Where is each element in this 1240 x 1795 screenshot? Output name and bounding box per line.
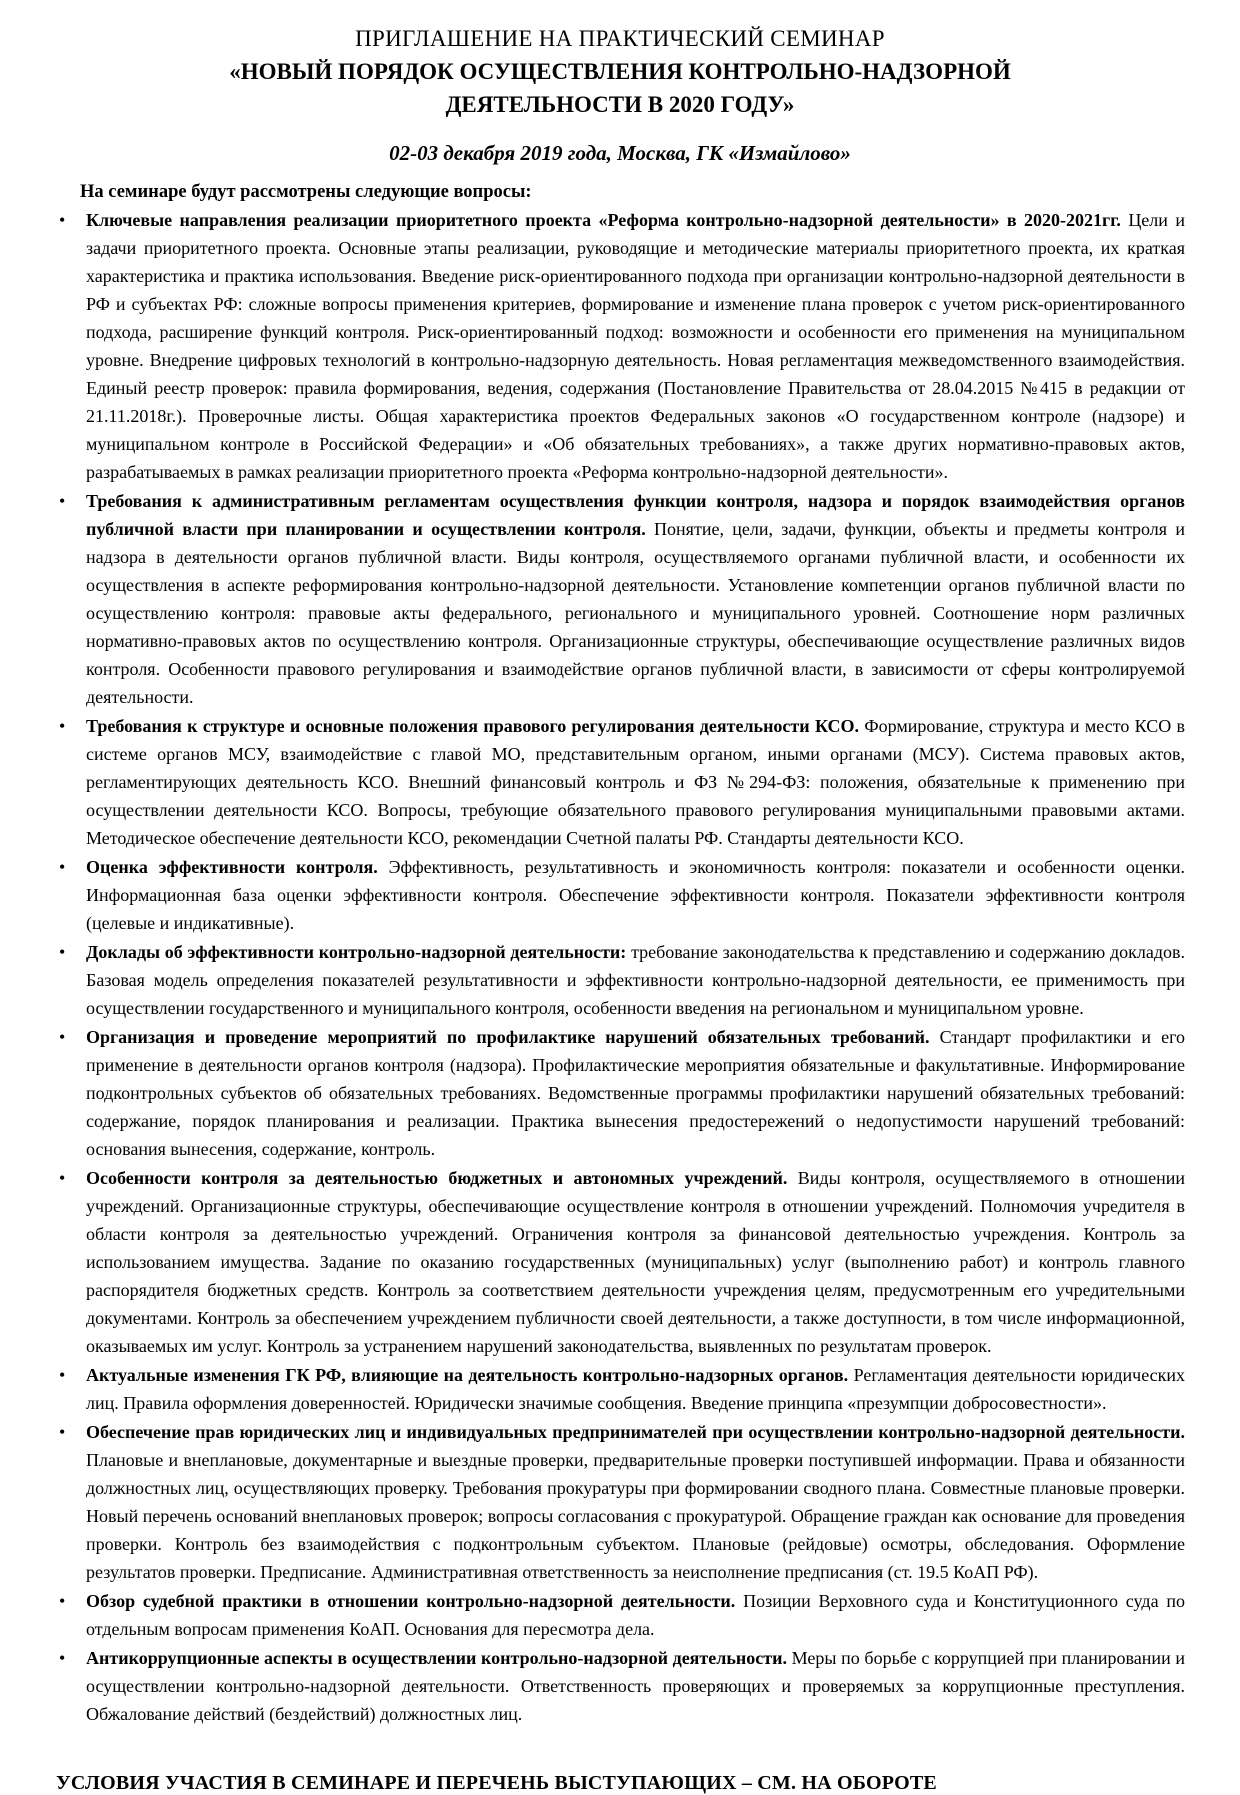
intro-line: На семинаре будут рассмотрены следующие вопросы: (80, 182, 532, 203)
invitation-kicker: ПРИГЛАШЕНИЕ НА ПРАКТИЧЕСКИЙ СЕМИНАР (355, 26, 885, 51)
topic-lead: Оценка эффективности контроля. (86, 857, 378, 878)
topic-item (80, 1418, 1185, 1586)
topic-item (80, 1023, 1185, 1163)
topic-item (80, 1587, 1185, 1643)
document-header (0, 26, 1240, 166)
topic-lead: Особенности контроля за деятельностью бюджетных и автономных учреждений. (86, 1168, 788, 1189)
topic-item (80, 487, 1185, 711)
topic-item (80, 853, 1185, 937)
footer-note: УСЛОВИЯ УЧАСТИЯ В СЕМИНАРЕ И ПЕРЕЧЕНЬ ВЫСТУПАЮЩИХ – СМ. НА ОБОРОТЕ (56, 1772, 937, 1795)
topic-body: Плановые и внеплановые, документарные и выездные проверки, предварительные проверки поступившей информации. Права и обязанности должностных лиц, осуществляющих проверку. Требования прокуратуры при формировании сводного плана. Совместные плановые проверки. Новый перечень оснований внеплановых проверок; вопросы согласования с прокуратурой. Обращение граждан как основание для проведения проверки. Контроль без взаимодействия с подконтрольным субъектом. Плановые (рейдовые) осмотры, обследования. Оформление результатов проверки. Предписание. Административная ответственность за неисполнение предписания (ст. 19.5 КоАП РФ). (86, 1450, 1185, 1583)
topic-lead: Обзор судебной практики в отношении контрольно-надзорной деятельности. (86, 1591, 736, 1612)
topic-body: Регламентация деятельности юридических лиц. Правила оформления доверенностей. Юридически значимые сообщения. Введение принципа «презумпции добросовестности». (86, 1365, 1186, 1414)
topic-body: Цели и задачи приоритетного проекта. Основные этапы реализации, руководящие и методические материалы приоритетного проекта, их краткая характеристика и практика использования. Введение риск-ориентированного подхода при организации контрольно-надзорной деятельности в РФ и субъектах РФ: сложные вопросы применения критериев, формирование и изменение плана проверок с учетом риск-ориентированного подхода, расширение функций контроля. Риск-ориентированный подход: возможности и особенности его применения на муниципальном уровне. Внедрение цифровых технологий в контрольно-надзорную деятельность. Новая регламентация межведомственного взаимодействия. Единый реестр проверок: правила формирования, ведения, содержания (Постановление Правительства от 28.04.2015 №415 в редакции от 21.11.2018г.). Проверочные листы. Общая характеристика проектов Федеральных законов «О государственном контроле (надзоре) и муниципальном контроле в Российской Федерации» и «Об обязательных требованиях», а также других нормативно-правовых актов, разрабатываемых в рамках реализации приоритетного проекта «Реформа контрольно-надзорной деятельности». (86, 210, 1185, 483)
topic-body: Формирование, структура и место КСО в системе органов МСУ, взаимодействие с главой МО, представительным органом, иными органами (МСУ). Система правовых актов, регламентирующих деятельность КСО. Внешний финансовый контроль и ФЗ №294-ФЗ: положения, обязательные к применению при осуществлении деятельности КСО. Вопросы, требующие обязательного правового регулирования муниципальными правовыми актами. Методическое обеспечение деятельности КСО, рекомендации Счетной палаты РФ. Стандарты деятельности КСО. (86, 716, 1186, 849)
topic-body: Понятие, цели, задачи, функции, объекты и предметы контроля и надзора в деятельности органов публичной власти. Виды контроля, осуществляемого органами публичной власти, и особенности их осуществления в аспекте реформирования контрольно-надзорной деятельности. Установление компетенции органов публичной власти по осуществлению контроля: правовые акты федерального, регионального и муниципального уровней. Соотношение норм различных нормативно-правовых актов по осуществлению контроля. Организационные структуры, обеспечивающие осуществление различных видов контроля. Особенности правового регулирования и взаимодействие органов публичной власти, в зависимости от сферы контролируемой деятельности. (86, 519, 1186, 708)
topic-item (80, 1361, 1185, 1417)
topics-list (80, 206, 1185, 1728)
topic-lead: Организация и проведение мероприятий по профилактике нарушений обязательных требований. (86, 1027, 930, 1048)
topic-item (80, 1164, 1185, 1360)
topic-lead: Антикоррупционные аспекты в осуществлении контрольно-надзорной деятельности. (86, 1648, 787, 1669)
topic-body: Виды контроля, осуществляемого в отношении учреждений. Организационные структуры, обеспечивающие осуществление контроля в отношении учреждений. Полномочия учредителя в области контроля за деятельностью учреждений. Ограничения контроля за финансовой деятельностью учреждения. Контроль за использованием имущества. Задание по оказанию государственных (муниципальных) услуг (выполнению работ) и контроль главного распорядителя бюджетных средств. Контроль за соответствием деятельности учреждения целям, предусмотренным его учредительными документами. Контроль за обеспечением учреждением публичности своей деятельности, а также доступности, в том числе информационной, оказываемых им услуг. Контроль за устранением нарушений законодательства, выявленных по результатам проверок. (86, 1168, 1185, 1357)
topic-item (80, 1644, 1185, 1728)
topic-item (80, 206, 1185, 486)
topic-lead: Ключевые направления реализации приоритетного проекта «Реформа контрольно-надзорной деятельности» в 2020-2021гг. (86, 210, 1121, 231)
date-location-line: 02-03 декабря 2019 года, Москва, ГК «Измайлово» (389, 141, 851, 166)
topic-body: Стандарт профилактики и его применение в деятельности органов контроля (надзора). Профилактические мероприятия обязательные и факультативные. Информирование подконтрольных субъектов об обязательных требованиях. Ведомственные программы профилактики нарушений обязательных требований: содержание, порядок планирования и реализации. Практика вынесения предостережений о недопустимости нарушений требований: основания вынесения, содержание, контроль. (86, 1027, 1185, 1160)
topic-body: Меры по борьбе с коррупцией при планировании и осуществлении контрольно-надзорной деятельности. Ответственность проверяющих и проверяемых за коррупционные преступления. Обжалование действий (бездействий) должностных лиц. (86, 1648, 1185, 1725)
topic-item (80, 712, 1185, 852)
topic-lead: Обеспечение прав юридических лиц и индивидуальных предпринимателей при осуществлении контрольно-надзорной деятельности. (86, 1422, 1185, 1443)
topic-lead: Актуальные изменения ГК РФ, влияющие на деятельность контрольно-надзорных органов. (86, 1365, 849, 1386)
seminar-title: «НОВЫЙ ПОРЯДОК ОСУЩЕСТВЛЕНИЯ КОНТРОЛЬНО-НАДЗОРНОЙ ДЕЯТЕЛЬНОСТИ В 2020 ГОДУ» (229, 59, 1011, 117)
topic-lead: Доклады об эффективности контрольно-надзорной деятельности: (86, 942, 627, 963)
topic-lead: Требования к структуре и основные положения правового регулирования деятельности КСО. (86, 716, 860, 737)
topic-body: Позиции Верховного суда и Конституционного суда по отдельным вопросам применения КоАП. Основания для пересмотра дела. (86, 1591, 1186, 1640)
topic-body: требование законодательства к представлению и содержанию докладов. Базовая модель определения показателей результативности и эффективности контрольно-надзорной деятельности, ее применимость при осуществлении государственного и муниципального контроля, особенности введения на региональном и муниципальном уровне. (86, 942, 1186, 1019)
topic-lead: Требования к административным регламентам осуществления функции контроля, надзора и порядок взаимодействия органов публичной власти при планировании и осуществлении контроля. (86, 491, 1185, 540)
topic-item (80, 938, 1185, 1022)
topic-body: Эффективность, результативность и экономичность контроля: показатели и особенности оценки. Информационная база оценки эффективности контроля. Обеспечение эффективности контроля. Показатели эффективности контроля (целевые и индикативные). (86, 857, 1185, 934)
